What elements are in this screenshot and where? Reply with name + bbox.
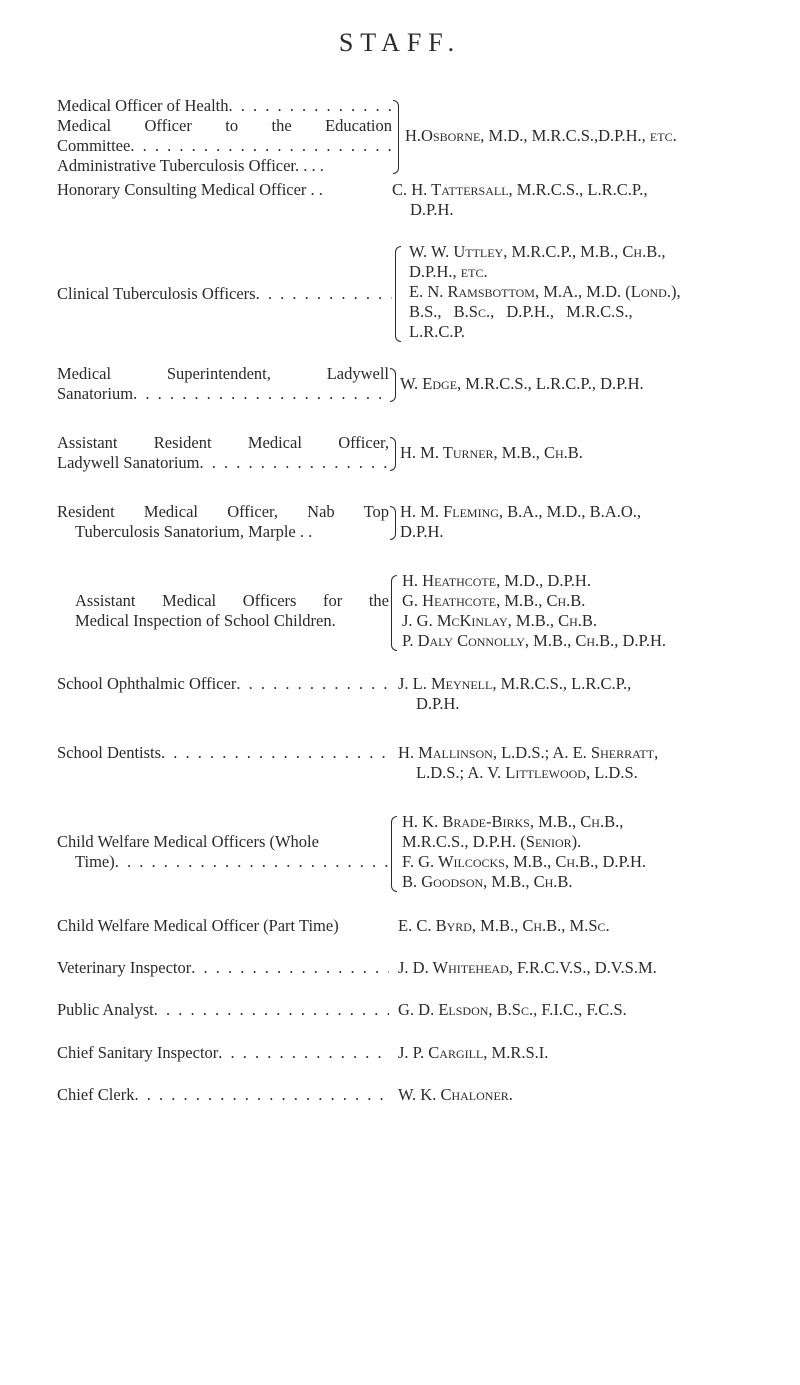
role-block	[57, 1085, 389, 1105]
role-block	[57, 284, 392, 304]
name-block	[398, 674, 631, 714]
role-line: School Dentists	[57, 743, 162, 762]
name-block	[398, 1085, 513, 1105]
name-block	[405, 126, 677, 146]
role-line: Medical Inspection of School Children.	[75, 611, 336, 630]
name-line: E. N. Ramsbottom, M.A., M.D. (Lond.),	[409, 282, 681, 301]
role-block	[57, 502, 389, 542]
name-line: J. D. Whitehead, F.R.C.V.S., D.V.S.M.	[398, 958, 657, 977]
name-block	[398, 1000, 627, 1020]
role-line: Time)	[75, 852, 115, 871]
role-line: Honorary Consulting Medical Officer . .	[57, 180, 323, 199]
name-block	[402, 812, 646, 892]
page-title: STAFF.	[338, 28, 462, 57]
name-line: H. M. Turner, M.B., Ch.B.	[400, 443, 583, 462]
brace	[390, 437, 396, 471]
name-line: F. G. Wilcocks, M.B., Ch.B., D.P.H.	[402, 852, 647, 871]
role-block	[57, 958, 389, 978]
role-line: Child Welfare Medical Officer (Part Time)	[57, 916, 339, 935]
name-line: B. Goodson, M.B., Ch.B.	[402, 872, 573, 891]
name-line: H.Osborne, M.D., M.R.C.S.,D.P.H., etc.	[405, 126, 677, 145]
name-block	[392, 180, 647, 220]
name-line: D.P.H.	[410, 200, 454, 219]
role-block	[57, 1043, 389, 1063]
name-line: L.D.S.; A. V. Littlewood, L.D.S.	[416, 763, 638, 782]
role-block	[57, 916, 339, 936]
name-block	[402, 571, 666, 651]
name-line: D.P.H.	[400, 522, 444, 541]
role-block	[57, 1000, 389, 1020]
name-line: P. Daly Connolly, M.B., Ch.B., D.P.H.	[402, 631, 667, 650]
brace	[390, 368, 396, 402]
name-block	[398, 916, 610, 936]
name-block	[400, 374, 644, 394]
name-line: G. D. Elsdon, B.Sc., F.I.C., F.C.S.	[398, 1000, 627, 1019]
role-line: Tuberculosis Sanatorium, Marple . .	[75, 522, 313, 541]
name-line: W. W. Uttley, M.R.C.P., M.B., Ch.B.,	[409, 242, 666, 261]
name-line: J. G. McKinlay, M.B., Ch.B.	[402, 611, 598, 630]
name-line: H. Mallinson, L.D.S.; A. E. Sherratt,	[398, 743, 659, 762]
role-line: Ladywell Sanatorium	[57, 453, 200, 472]
name-line: J. L. Meynell, M.R.C.S., L.R.C.P.,	[398, 674, 632, 693]
name-line: D.P.H.	[416, 694, 460, 713]
name-line: H. K. Brade-Birks, M.B., Ch.B.,	[402, 812, 624, 831]
brace	[395, 246, 401, 342]
role-block	[57, 96, 392, 176]
role-block	[57, 180, 323, 200]
name-line: H. M. Fleming, B.A., M.D., B.A.O.,	[400, 502, 642, 521]
role-block	[57, 832, 389, 872]
role-line: Resident Medical Officer, Nab Top	[57, 502, 389, 521]
role-block	[57, 674, 389, 694]
role-line: Clinical Tuberculosis Officers	[57, 284, 256, 303]
brace	[390, 506, 396, 540]
name-line: W. Edge, M.R.C.S., L.R.C.P., D.P.H.	[400, 374, 644, 393]
name-block	[400, 502, 641, 542]
brace	[393, 100, 399, 174]
role-line: Committee	[57, 136, 131, 155]
role-line: Public Analyst	[57, 1000, 154, 1019]
name-line: D.P.H., etc.	[409, 262, 488, 281]
name-line: W. K. Chaloner.	[398, 1085, 513, 1104]
role-line: Chief Clerk	[57, 1085, 135, 1104]
role-line: Chief Sanitary Inspector	[57, 1043, 219, 1062]
role-line: Assistant Medical Officers for the	[75, 591, 389, 610]
role-line: Administrative Tuberculosis Officer. . . .	[57, 156, 324, 175]
role-line: Veterinary Inspector	[57, 958, 192, 977]
role-block	[57, 364, 389, 404]
name-line: E. C. Byrd, M.B., Ch.B., M.Sc.	[398, 916, 610, 935]
name-line: J. P. Cargill, M.R.S.I.	[398, 1043, 549, 1062]
role-block	[57, 433, 389, 473]
role-line: Child Welfare Medical Officers (Whole	[57, 832, 319, 851]
name-line: G. Heathcote, M.B., Ch.B.	[402, 591, 586, 610]
name-line: B.S., B.Sc., D.P.H., M.R.C.S.,	[409, 302, 633, 321]
role-line: Sanatorium	[57, 384, 134, 403]
name-line: H. Heathcote, M.D., D.P.H.	[402, 571, 591, 590]
name-line: L.R.C.P.	[409, 322, 465, 341]
role-line: Medical Officer of Health	[57, 96, 229, 115]
name-block	[398, 958, 657, 978]
name-block	[409, 242, 681, 342]
role-line: Assistant Resident Medical Officer,	[57, 433, 389, 452]
name-block	[398, 1043, 548, 1063]
role-block	[57, 743, 389, 763]
name-block	[400, 443, 583, 463]
name-line: C. H. Tattersall, M.R.C.S., L.R.C.P.,	[392, 180, 648, 199]
role-line: Medical Superintendent, Ladywell	[57, 364, 389, 383]
brace	[391, 816, 397, 892]
name-block	[398, 743, 658, 783]
role-line: Medical Officer to the Education	[57, 116, 392, 135]
role-line: School Ophthalmic Officer	[57, 674, 237, 693]
brace	[391, 575, 397, 651]
role-block	[57, 591, 389, 631]
name-line: M.R.C.S., D.P.H. (Senior).	[402, 832, 582, 851]
